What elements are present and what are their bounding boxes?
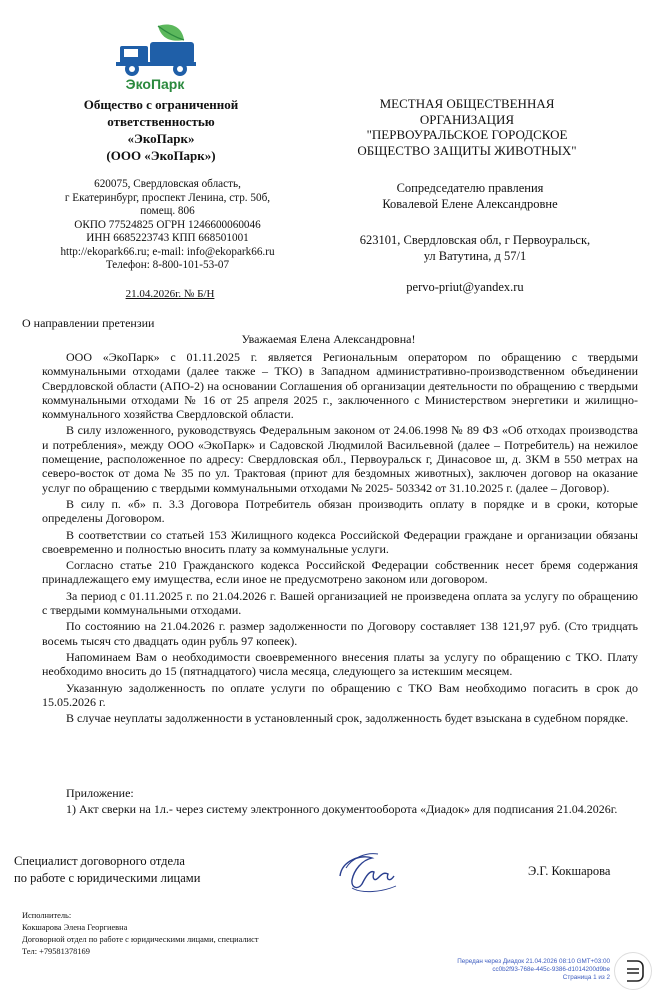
executor-line: Тел: +79581378169 xyxy=(22,947,90,956)
body-paragraph: Указанную задолженность по оплате услуги по обращению с ТКО Вам необходимо погасить в срок до 15.05.2026 г. xyxy=(42,680,638,709)
body-paragraph: Согласно статье 210 Гражданского кодекса Российской Федерации собственник несет бремя содержания принадлежащего ему имущества, если иное не предусмотрено законом или договором. xyxy=(42,558,638,587)
sender-line: «ЭкоПарк» xyxy=(127,131,195,146)
diadoc-line: Страница 1 из 2 xyxy=(562,974,610,981)
garbage-truck-icon xyxy=(110,22,200,78)
diadoc-line: Передан через Диадок 21.04.2026 08:10 GMT+03:00 xyxy=(457,958,610,965)
executor-line: Договорной отдел по работе с юридическими лицами, специалист xyxy=(22,935,259,944)
sender-line: (ООО «ЭкоПарк») xyxy=(106,148,216,163)
body-paragraph: В силу п. «б» п. 3.3 Договора Потребитель обязан производить оплату в порядке и в сроки, которые определены Договором. xyxy=(42,496,638,526)
recipient-org-line: "ПЕРВОУРАЛЬСКОЕ ГОРОДСКОЕ xyxy=(366,127,568,142)
attachment-item: 1) Акт сверки на 1л.- через систему электронного документооборота «Диадок» для подписания 21.04.2026г. xyxy=(66,802,618,816)
signer-position-line: Специалист договорного отдела xyxy=(14,854,185,868)
recipient-org-line: ОБЩЕСТВО ЗАЩИТЫ ЖИВОТНЫХ" xyxy=(357,142,577,158)
signer-position xyxy=(14,853,254,887)
recipient-line: Сопредседателю правления xyxy=(396,181,544,195)
body-paragraph: ООО «ЭкоПарк» с 01.11.2025 г. является Региональным оператором по обращению с твердыми коммунальными отходами (далее также – ТКО) в Западном административно-производственном объединении Свердловской области (АПО-2) на основании Соглашения об организации деятельности по обращению с твердыми коммунальными отходами № 16 от 25 апреля 2025 г., заключенного с Министерством энергетики и жилищно-коммунального хозяйства Свердловской области. xyxy=(42,350,638,422)
contact-line: ИНН 6685223743 КПП 668501001 xyxy=(86,232,249,244)
contact-line: 620075, Свердловская область, xyxy=(94,178,241,190)
address-line: 623101, Свердловская обл, г Первоуральск, xyxy=(359,233,591,247)
executor-line: Кокшарова Элена Георгиевна xyxy=(22,923,128,932)
sender-contacts xyxy=(55,178,280,273)
address-line: ул Ватутина, д 57/1 xyxy=(423,249,527,263)
sender-line: ответственностью xyxy=(107,114,215,129)
recipient-person xyxy=(340,180,600,212)
diadoc-icon xyxy=(614,952,652,990)
logo-text: ЭкоПарк xyxy=(125,76,185,92)
company-logo xyxy=(110,22,200,98)
letter-body xyxy=(42,350,638,727)
contact-line: ОКПО 77524825 ОГРН 1246600060046 xyxy=(74,218,261,231)
executor-info xyxy=(22,910,259,958)
sender-line: Общество с ограниченной xyxy=(83,97,239,112)
body-paragraph: В соответствии со статьей 153 Жилищного кодекса Российской Федерации граждане и организации обязаны своевременно и полностью вносить плату за коммунальные услуги. xyxy=(42,527,638,556)
contact-line: http://ekopark66.ru; e-mail: info@ekopark66.ru xyxy=(60,245,275,258)
body-paragraph: За период с 01.11.2025 г. по 21.04.2026 г. Вашей организацией не произведена оплата за услугу по обращению с твердыми коммунальными отходами. xyxy=(42,588,638,618)
body-paragraph: В силу изложенного, руководствуясь Федеральным законом от 24.06.1998 № 89 ФЗ «Об отходах производства и потребления», между ООО «ЭкоПарк» и Садовской Людмилой Васильевной (далее – Потребитель) на нежилое помещение, расположенное по адресу: Свердловская обл., Первоуральск г, Динасовое ш, д. 3КМ в 550 метрах на северо-восток от дома № 35 по ул. Трактовая (приют для бездомных животных), заключен договор на оказание услуг по обращению с твердыми коммунальными отходами № 2025- 503342 от 31.10.2025 г. (далее – Договор). xyxy=(42,423,638,495)
diadoc-stamp xyxy=(420,958,610,982)
letter-subject: О направлении претензии xyxy=(22,316,155,330)
recipient-address xyxy=(330,232,620,264)
signer-position-line: по работе с юридическими лицами xyxy=(14,871,201,885)
body-paragraph: По состоянию на 21.04.2026 г. размер задолженности по Договору составляет 138 121,97 руб. (Сто тридцать восемь тысяч сто двадцать один рубль 97 копеек). xyxy=(42,619,638,648)
diadoc-line: cc0b2f93-768e-445c-9386-d1014200d9be xyxy=(492,966,610,973)
letter-greeting: Уважаемая Елена Александровна! xyxy=(241,332,416,346)
recipient-email: pervo-priut@yandex.ru xyxy=(406,280,524,294)
executor-line: Исполнитель: xyxy=(22,911,72,920)
registration-date-number: 21.04.2026г. № Б/Н xyxy=(125,288,215,300)
recipient-line: Ковалевой Елене Александровне xyxy=(382,197,558,211)
recipient-org-line: МЕСТНАЯ ОБЩЕСТВЕННАЯ xyxy=(379,96,555,111)
body-paragraph: Напоминаем Вам о необходимости своевременного внесения платы за услугу по обращению с ТКО. Плату необходимо вносить до 15 (пятнадцатого) числа месяца, следующего за истекшим месяцем. xyxy=(42,649,638,679)
sender-organization xyxy=(42,96,280,164)
contact-line: г Екатеринбург, проспект Ленина, стр. 50б, xyxy=(64,191,271,204)
recipient-org-line: ОРГАНИЗАЦИЯ xyxy=(419,111,515,127)
contact-line: Телефон: 8-800-101-53-07 xyxy=(105,259,230,271)
attachment-title: Приложение: xyxy=(66,786,134,800)
handwritten-signature xyxy=(332,846,406,898)
signer-name: Э.Г. Кокшарова xyxy=(528,864,611,878)
recipient-organization xyxy=(318,96,616,158)
contact-line: помещ. 806 xyxy=(140,205,195,217)
body-paragraph: В случае неуплаты задолженности в установленный срок, задолженность будет взыскана в судебном порядке. xyxy=(66,711,629,726)
